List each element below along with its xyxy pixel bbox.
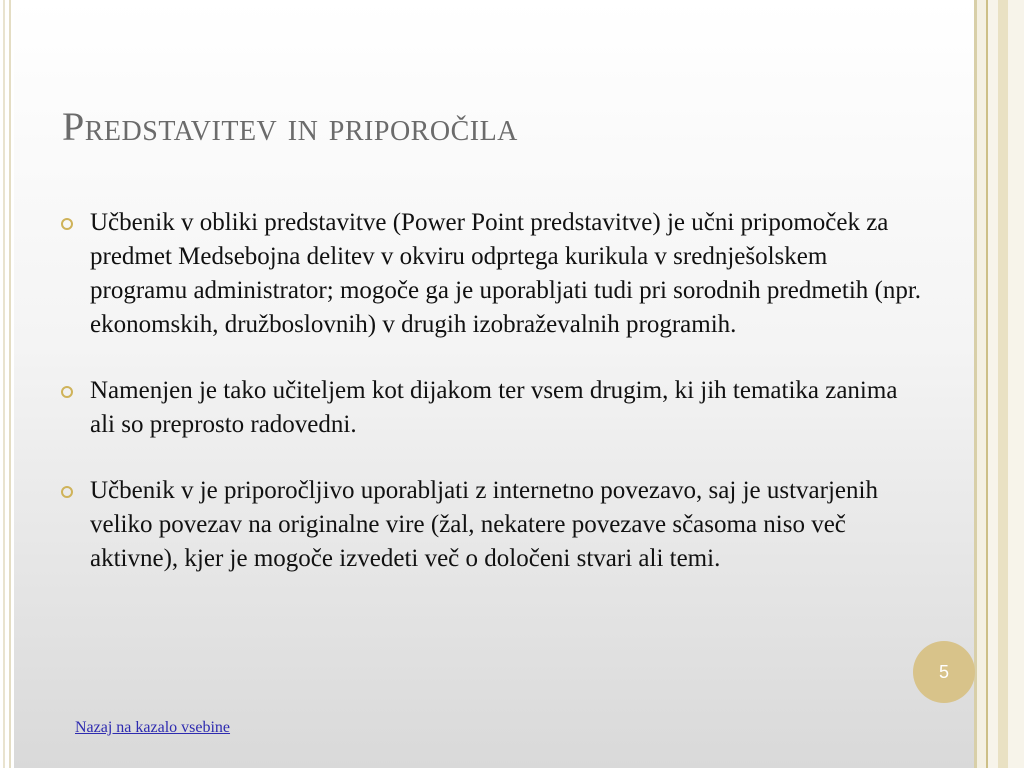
circle-bullet-icon — [61, 386, 73, 398]
bullet-text: Učbenik v obliki predstavitve (Power Point predstavitve) je učni pripomoček za predmet Medsebojna delitev v okviru odprtega kurikula v srednješolskem programu administrator; mogoče ga je uporabljati tudi pri sorodnih predmetih (npr. ekonomskih, družboslovnih) v drugih izobraževalnih programih. — [90, 209, 922, 338]
bullet-text: Učbenik v je priporočljivo uporabljati z internetno povezavo, saj je ustvarjenih veliko povezav na originalne vire (žal, nekatere povezave sčasoma niso več aktivne), kjer je mogoče izvedeti več o določeni stvari ali temi. — [90, 477, 878, 572]
bullet-text: Namenjen je tako učiteljem kot dijakom ter vsem drugim, ki jih tematika zanima ali so preprosto radovedni. — [90, 377, 898, 438]
right-decorative-border — [974, 0, 1024, 768]
circle-bullet-icon — [61, 486, 73, 498]
slide-title: Predstavitev in priporočila — [62, 104, 518, 149]
bullet-list — [58, 206, 928, 608]
page-number-badge — [913, 641, 975, 703]
page-number: 5 — [938, 661, 949, 682]
bullet-item — [58, 206, 928, 342]
back-to-contents-link[interactable]: Nazaj na kazalo vsebine — [75, 719, 231, 736]
bullet-item — [58, 374, 928, 442]
left-decorative-border — [0, 0, 14, 768]
circle-bullet-icon — [61, 218, 73, 230]
bullet-item — [58, 474, 928, 576]
